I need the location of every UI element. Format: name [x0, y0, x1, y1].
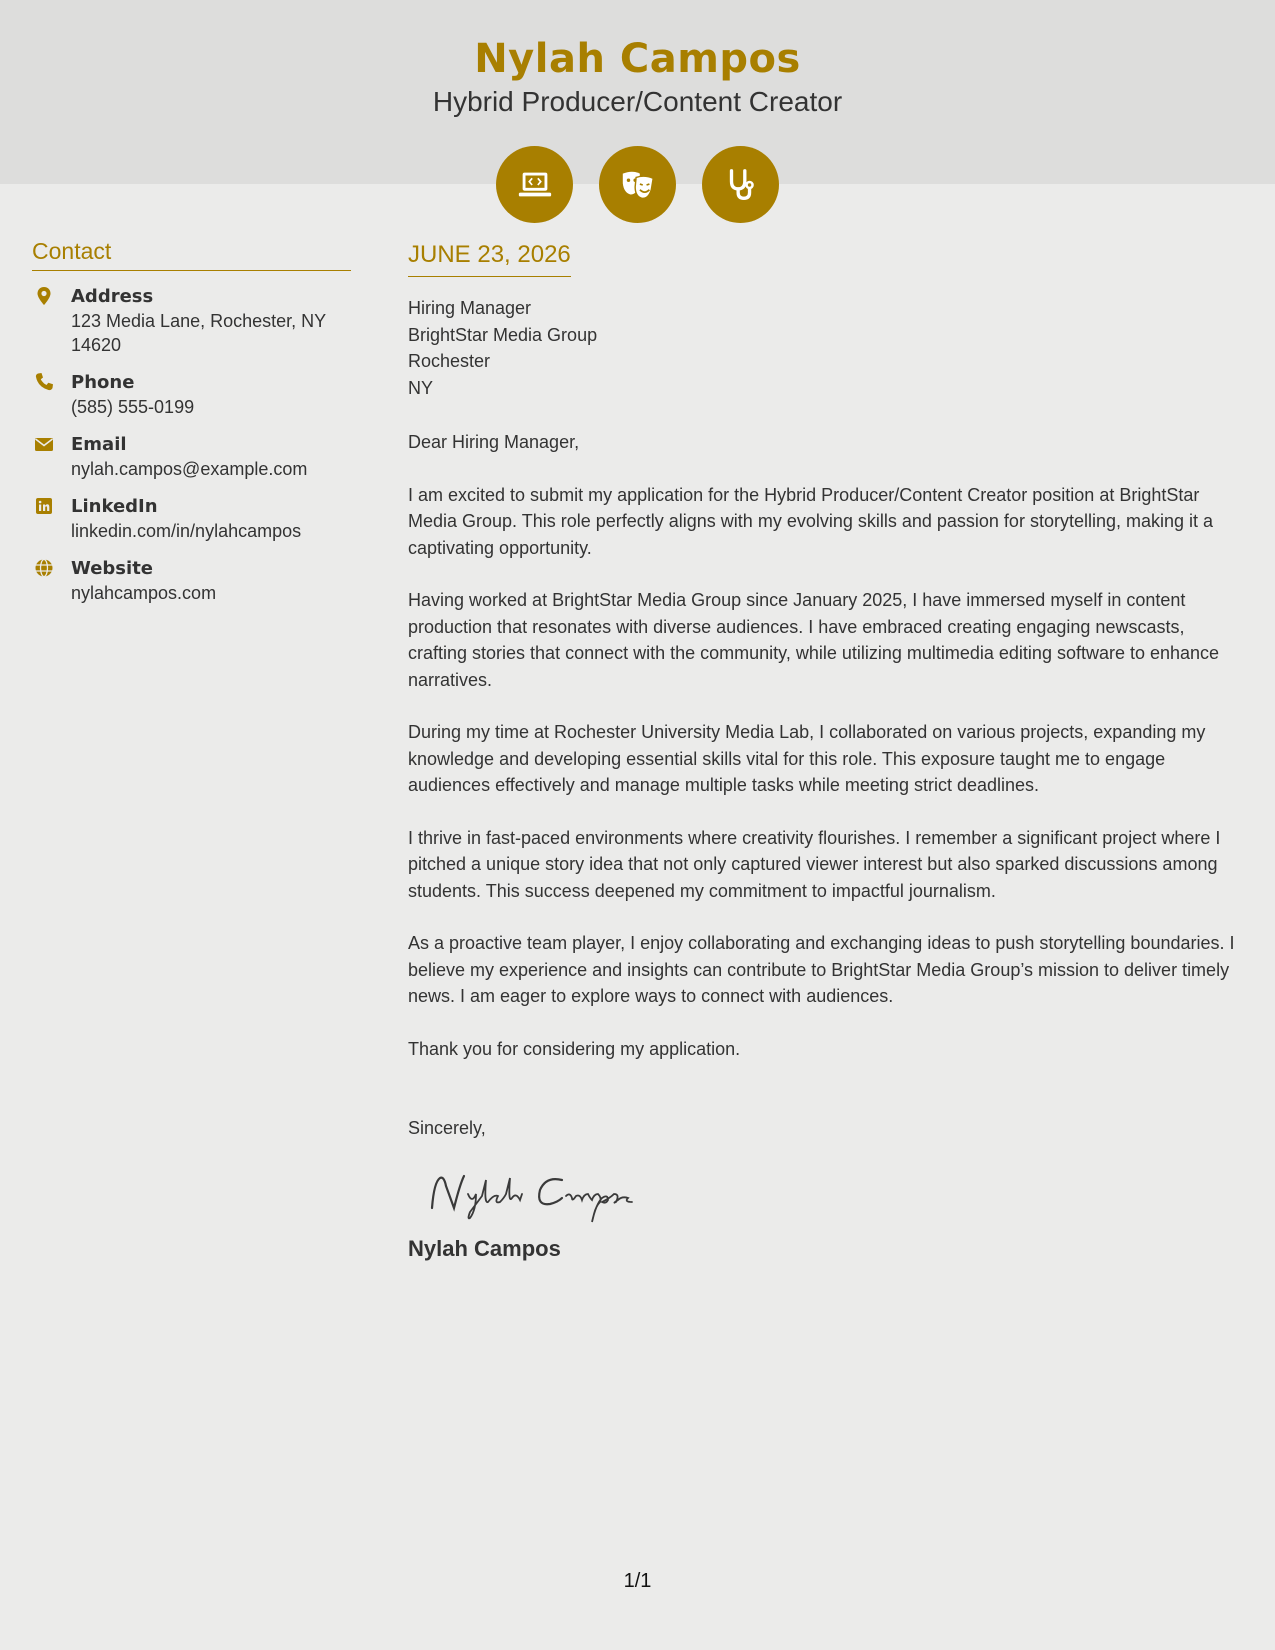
contact-address [32, 285, 351, 357]
recipient-line: NY [408, 377, 434, 398]
map-pin-icon [34, 286, 54, 306]
contact-website [32, 557, 351, 605]
laptop-code-icon [496, 146, 573, 223]
letter-date: JUNE 23, 2026 [408, 240, 571, 277]
contact-email [32, 433, 351, 481]
contact-linkedin [32, 495, 351, 543]
recipient-line: Rochester [408, 351, 491, 371]
handwritten-signature [424, 1164, 664, 1224]
letter-paragraph: I am excited to submit my application for the Hybrid Producer/Content Creator position at BrightStar Media Group. This role perfectly aligns with my evolving skills and passion for storytelling, making it a captivating opportunity. [408, 484, 1214, 558]
contact-label: Phone [71, 372, 135, 393]
contact-label: LinkedIn [71, 496, 158, 517]
contact-label: Website [71, 558, 154, 579]
contact-value: nylahcampos.com [71, 583, 217, 603]
phone-icon [34, 372, 54, 392]
stethoscope-icon [702, 146, 779, 223]
letter-body [408, 240, 1244, 1262]
contact-phone [32, 371, 351, 419]
letter-paragraph: I thrive in fast-paced environments where creativity flourishes. I remember a significant project where I pitched a unique story idea that not only captured viewer interest but also sparked discussions among students. This success deepened my commitment to impactful journalism. [408, 827, 1221, 901]
salutation: Dear Hiring Manager, [408, 432, 580, 452]
contact-label: Email [71, 434, 127, 455]
recipient-line: BrightStar Media Group [408, 324, 598, 345]
applicant-role: Hybrid Producer/Content Creator [432, 86, 843, 117]
linkedin-icon [34, 496, 54, 516]
letter-paragraph: As a proactive team player, I enjoy collaborating and exchanging ideas to push storytelling boundaries. I believe my experience and insights can contribute to BrightStar Media Group’s mission to deliver timely news. I am eager to explore ways to connect with audiences. [408, 933, 1235, 1006]
contact-title: Contact [32, 238, 351, 271]
letter-paragraph: During my time at Rochester University Media Lab, I collaborated on various projects, expanding my knowledge and developing essential skills vital for this role. This exposure taught me to engage audiences effectively and manage multiple tasks while meeting strict deadlines. [408, 722, 1206, 795]
contact-value: (585) 555-0199 [71, 397, 195, 417]
closing: Sincerely, [408, 1118, 486, 1138]
contact-sidebar [32, 238, 351, 619]
contact-value: linkedin.com/in/nylahcampos [71, 521, 302, 541]
contact-value: nylah.campos@example.com [71, 459, 308, 479]
applicant-name: Nylah Campos [474, 36, 801, 82]
recipient-block [408, 295, 1244, 401]
signature-image [424, 1164, 1244, 1224]
recipient-line: Hiring Manager [408, 298, 532, 318]
envelope-icon [34, 434, 54, 454]
contact-label: Address [71, 286, 154, 307]
letter-paragraph: Having worked at BrightStar Media Group since January 2025, I have immersed myself in content production that resonates with diverse audiences. I have embraced creating engaging newscasts, crafting stories that connect with the community, while utilizing multimedia editing software to enhance narratives. [408, 590, 1220, 690]
theater-masks-icon [599, 146, 676, 223]
letter-paragraph: Thank you for considering my application. [408, 1038, 741, 1059]
page-number: 1/1 [623, 1570, 652, 1592]
contact-value: 123 Media Lane, Rochester, NY 14620 [71, 311, 326, 355]
signer-name: Nylah Campos [408, 1235, 561, 1261]
globe-icon [34, 558, 54, 578]
